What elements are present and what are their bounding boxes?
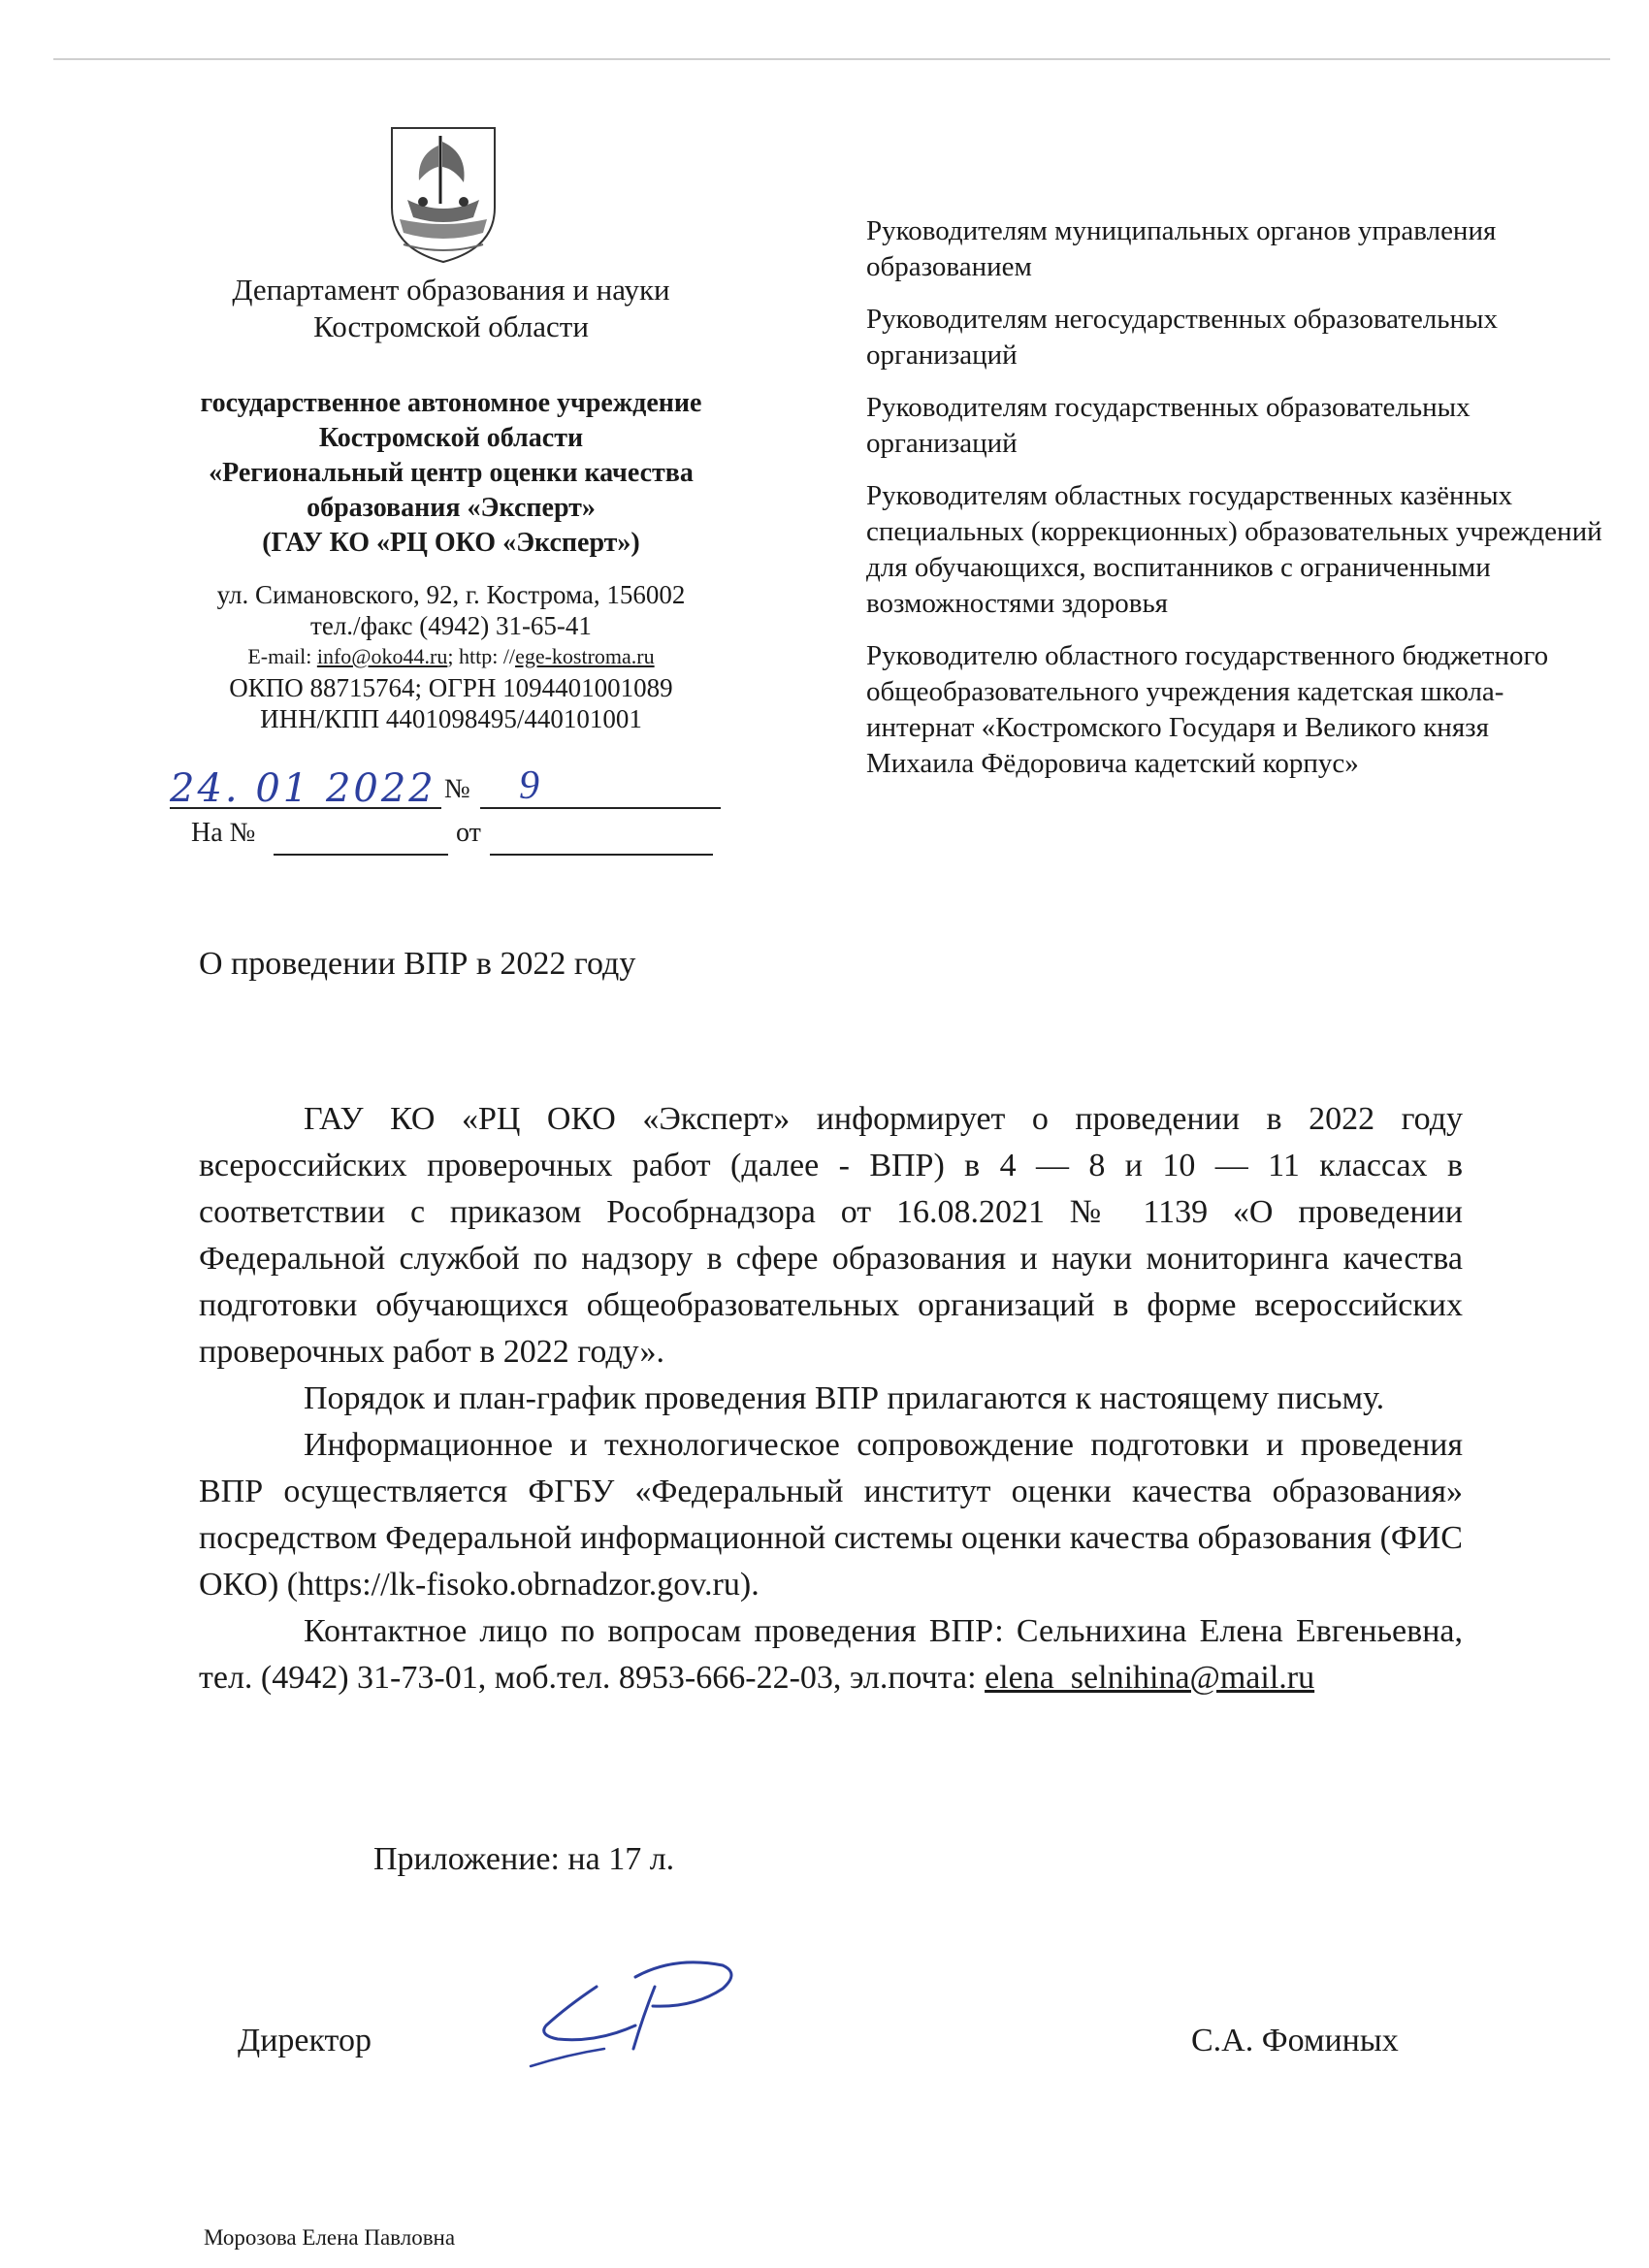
org-line-3: «Региональный центр оценки качества	[209, 458, 694, 488]
web-link[interactable]: ege-kostroma.ru	[515, 644, 655, 668]
registration-date: 24. 01 2022	[170, 766, 436, 811]
reply-number-underline	[274, 854, 448, 856]
letter-body	[199, 1096, 1463, 1701]
web-label: ; http: //	[447, 644, 516, 668]
letter-subject: О проведении ВПР в 2022 году	[199, 946, 636, 982]
recipient-5: Руководителю областного государственного бюджетного общеобразовательного учреждения кадетская школа-интернат «Костромского Государя и Великого князя Михаила Фёдоровича кадетский корпус»	[866, 640, 1549, 779]
body-paragraph-4	[199, 1608, 1463, 1701]
email-label: E-mail:	[247, 644, 317, 668]
okpo-ogrn: ОКПО 88715764; ОГРН 1094401001089	[229, 673, 673, 702]
recipient-2: Руководителям негосударственных образовательных организаций	[866, 304, 1499, 371]
registration-number-label: №	[444, 774, 470, 804]
department-line-1: Департамент образования и науки	[232, 273, 670, 307]
signatory-title: Директор	[238, 2023, 372, 2058]
signatory-name: С.А. Фоминых	[1191, 2023, 1399, 2058]
number-underline	[480, 807, 721, 809]
attachment-note: Приложение: на 17 л.	[373, 1841, 675, 1877]
registration-number: 9	[519, 763, 539, 808]
handwritten-signature	[529, 1958, 747, 2074]
address: ул. Симановского, 92, г. Кострома, 156002	[216, 580, 686, 609]
org-line-4: образования «Эксперт»	[307, 493, 596, 523]
contact-text: Контактное лицо по вопросам проведения ВПР: Сельнихина Елена Евгеньевна, тел. (4942) 31-73-01, моб.тел. 8953-666-22-03, эл.почта:	[199, 1613, 1463, 1696]
department-name	[146, 272, 757, 345]
inn-kpp: ИНН/КПП 4401098495/440101001	[260, 704, 642, 733]
department-line-2: Костромской области	[313, 309, 589, 343]
from-label: от	[456, 818, 481, 848]
reply-to-label: На №	[191, 818, 256, 848]
email-web-line	[146, 641, 757, 672]
date-underline	[170, 807, 441, 809]
coat-of-arms-icon	[386, 124, 501, 266]
phone: тел./факс (4942) 31-65-41	[310, 611, 592, 640]
recipient-1: Руководителям муниципальных органов управления образованием	[866, 215, 1497, 282]
org-line-5: (ГАУ КО «РЦ ОКО «Эксперт»)	[262, 528, 640, 558]
organization-contacts	[146, 579, 757, 734]
org-line-1: государственное автономное учреждение	[200, 388, 702, 418]
email-link[interactable]: info@oko44.ru	[316, 644, 448, 668]
recipient-4: Руководителям областных государственных казённых специальных (коррекционных) образовательных учреждений для обучающихся, воспитанников с ограниченными возможностями здоровья	[866, 480, 1602, 619]
org-line-2: Костромской области	[318, 423, 584, 453]
recipients-list	[866, 213, 1603, 798]
body-paragraph-1: ГАУ КО «РЦ ОКО «Эксперт» информирует о проведении в 2022 году всероссийских проверочных работ (далее - ВПР) в 4 — 8 и 10 — 11 классах в соответствии с приказом Рособрнадзора от 16.08.2021 № 1139 «О проведении Федеральной службой по надзору в сфере образования и науки мониторинга качества подготовки обучающихся общеобразовательных организаций в форме всероссийских проверочных работ в 2022 году».	[199, 1101, 1463, 1370]
body-paragraph-2: Порядок и план-график проведения ВПР прилагаются к настоящему письму.	[304, 1380, 1385, 1416]
recipient-3: Руководителям государственных образовательных организаций	[866, 392, 1471, 459]
body-paragraph-3: Информационное и технологическое сопровождение подготовки и проведения ВПР осуществляется ФГБУ «Федеральный институт оценки качества образования» посредством Федеральной информационной системы оценки качества образования (ФИС ОКО) (https://lk-fisoko.obrnadzor.gov.ru).	[199, 1427, 1463, 1603]
organization-name	[146, 386, 757, 561]
reply-date-underline	[490, 854, 713, 856]
executor-name: Морозова Елена Павловна	[204, 2225, 456, 2250]
top-border-line	[53, 58, 1610, 60]
contact-email-link[interactable]: elena_selnihina@mail.ru	[985, 1660, 1315, 1696]
